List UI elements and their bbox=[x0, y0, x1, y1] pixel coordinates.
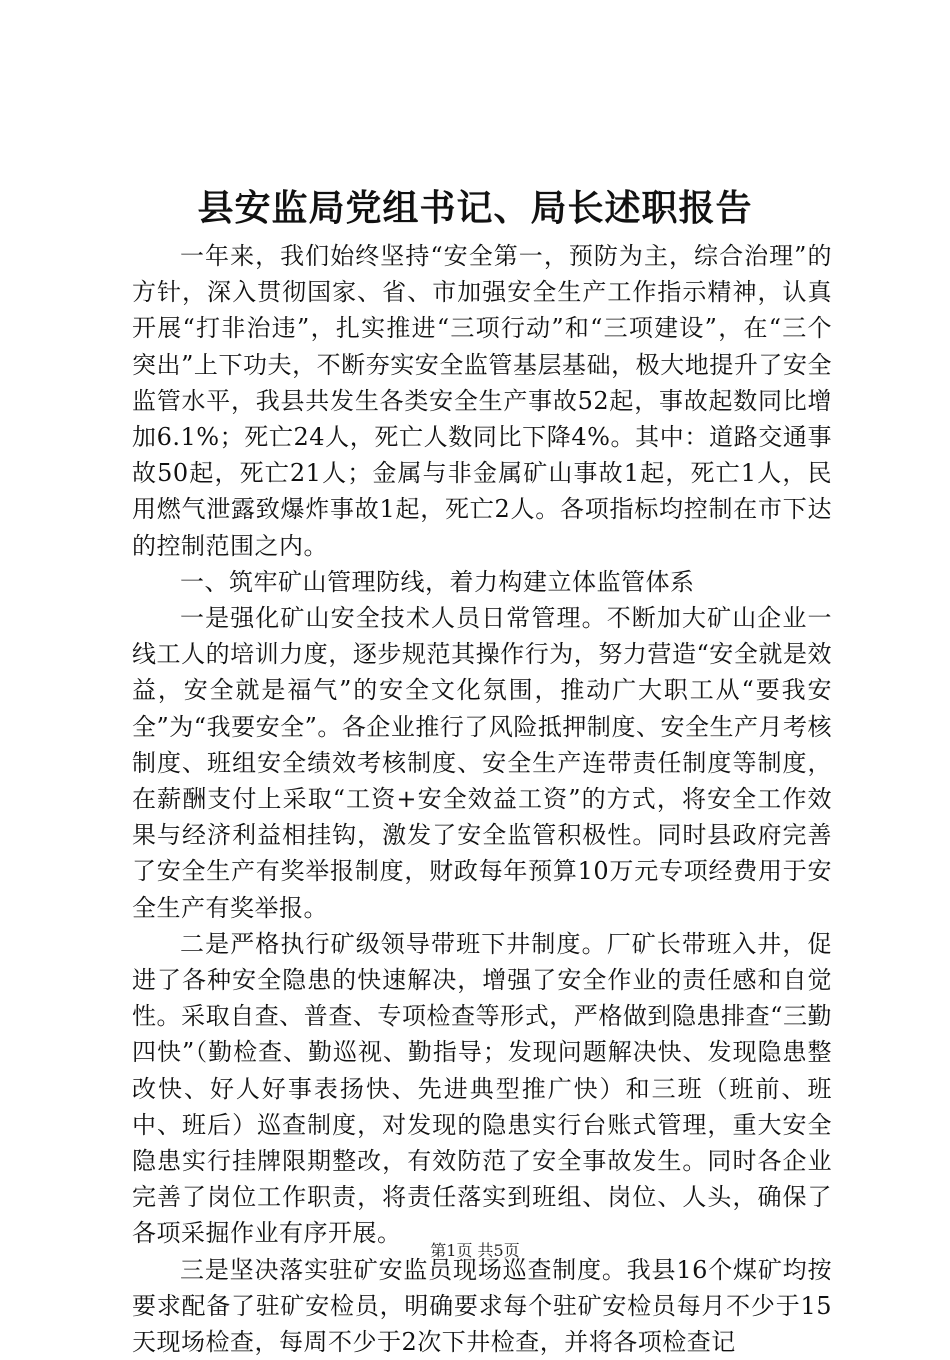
page-number-footer: 第1页 共5页 bbox=[430, 1241, 520, 1260]
paragraph-intro: 一年来，我们始终坚持“安全第一，预防为主，综合治理”的方针，深入贯彻国家、省、市加强安全生产工作指示精神，认真开展“打非治违”，扎实推进“三项行动”和“三项建设”，在“三个突出”上下功夫，不断夯实安全监管基层基础，极大地提升了安全监管水平，我县共发生各类安全生产事故52起，事故起数同比增加6.1%；死亡24人，死亡人数同比下降4%。其中：道路交通事故50起，死亡21人；金属与非金属矿山事故1起，死亡1人，民用燃气泄露致爆炸事故1起，死亡2人。各项指标均控制在市下达的控制范围之内。 bbox=[132, 242, 832, 560]
paragraph-item-3: 三是坚决落实驻矿安监员现场巡查制度。我县16个煤矿均按要求配备了驻矿安检员，明确要求每个驻矿安检员每月不少于15天现场检查，每周不少于2次下井检查，并将各项检查记 bbox=[132, 1255, 832, 1357]
document-title: 县安监局党组书记、局长述职报告 bbox=[197, 187, 753, 229]
document-body bbox=[132, 238, 832, 1360]
paragraph-item-2: 二是严格执行矿级领导带班下井制度。厂矿长带班入井，促进了各种安全隐患的快速解决，增强了安全作业的责任感和自觉性。采取自查、普查、专项检查等形式，严格做到隐患排查“三勤四快”（勤检查、勤巡视、勤指导；发现问题解决快、发现隐患整改快、好人好事表扬快、先进典型推广快）和三班（班前、班中、班后）巡查制度，对发现的隐患实行台账式管理，重大安全隐患实行挂牌限期整改，有效防范了安全事故发生。同时各企业完善了岗位工作职责，将责任落实到班组、岗位、人头，确保了各项采掘作业有序开展。 bbox=[132, 929, 832, 1248]
section-heading-1: 一、筑牢矿山管理防线，着力构建立体监管体系 bbox=[180, 567, 695, 596]
paragraph-item-1: 一是强化矿山安全技术人员日常管理。不断加大矿山企业一线工人的培训力度，逐步规范其操作行为，努力营造“安全就是效益，安全就是福气”的安全文化氛围，推动广大职工从“要我安全”为“我要安全”。各企业推行了风险抵押制度、安全生产月考核制度、班组安全绩效考核制度、安全生产连带责任制度等制度，在薪酬支付上采取“工资+安全效益工资”的方式，将安全工作效果与经济利益相挂钩，激发了安全监管积极性。同时县政府完善了安全生产有奖举报制度，财政每年预算10万元专项经费用于安全生产有奖举报。 bbox=[132, 604, 832, 922]
